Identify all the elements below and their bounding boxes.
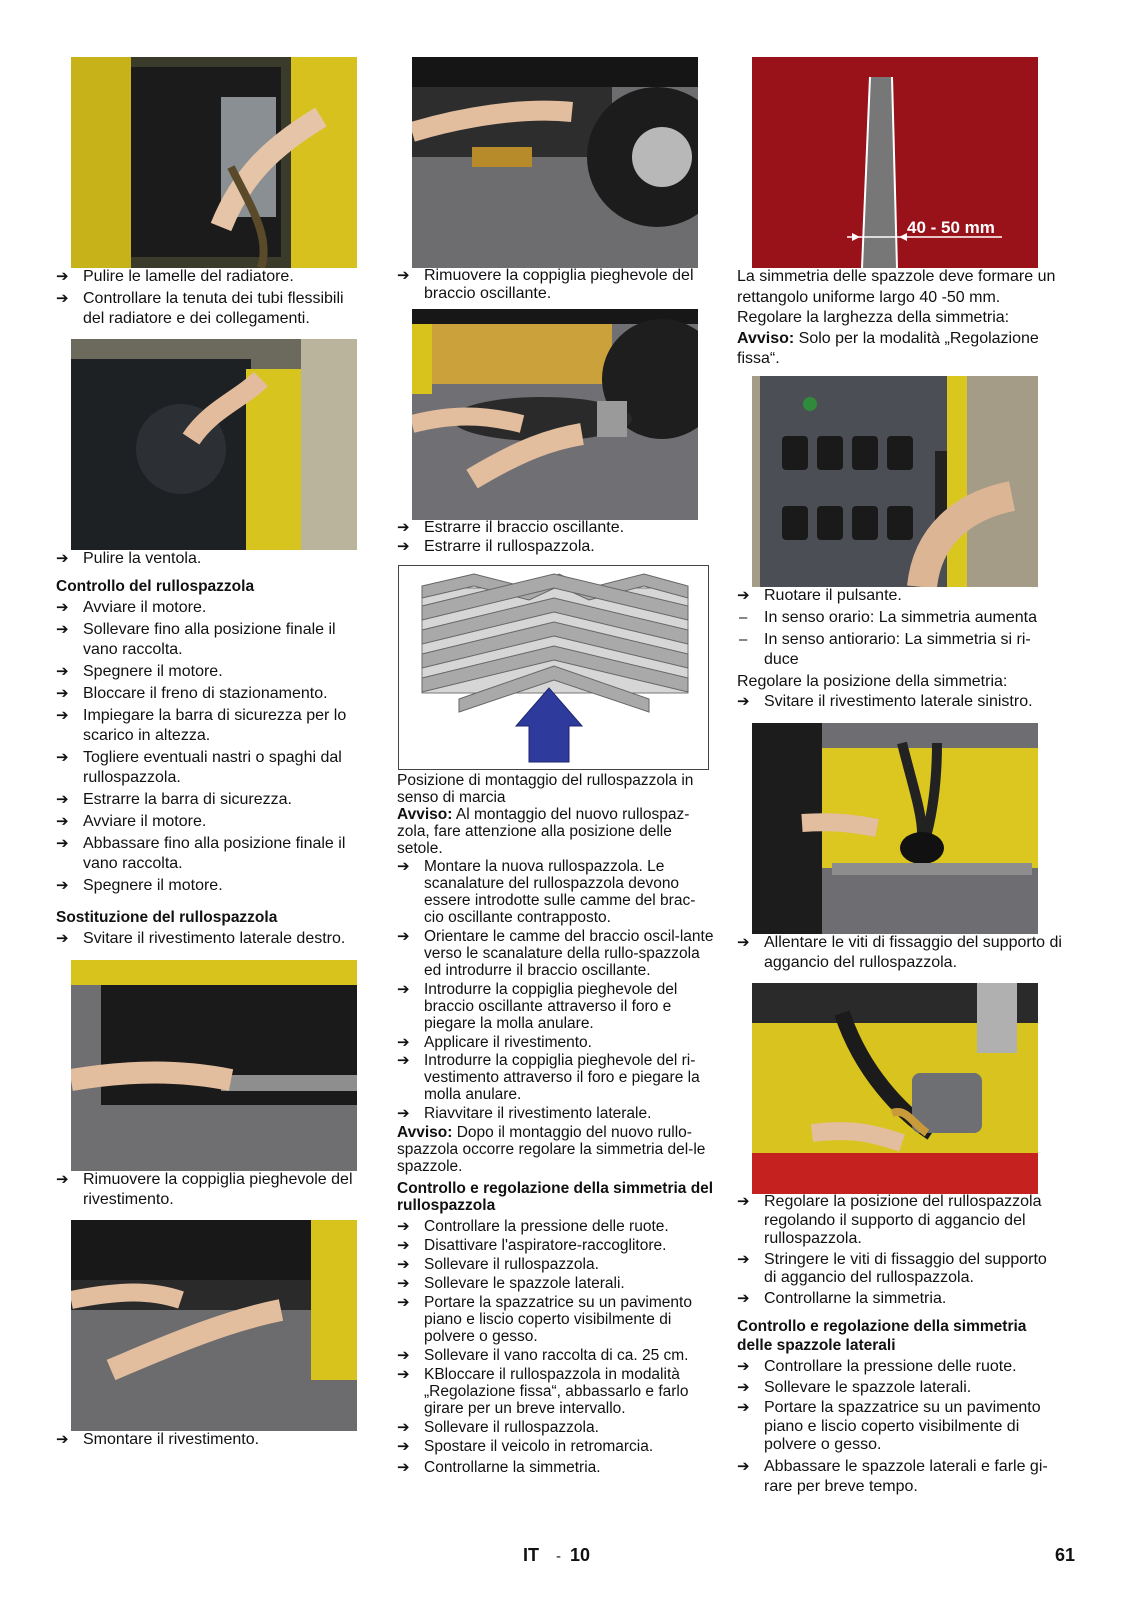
col2-section-mount xyxy=(397,772,715,1476)
note-paragraph: Avviso: Al montaggio del nuovo rullospaz-zola, fare attenzione alla posizione delle setole. xyxy=(397,806,690,857)
arrow-right-icon: ➔ xyxy=(397,1294,410,1311)
list-item: ➔ Estrarre il rullospazzola. xyxy=(397,538,595,555)
list-item: ➔ Portare la spazzatrice su un pavimento piano e liscio coperto visibilmente di polvere o gesso. xyxy=(737,1399,1041,1453)
arrow-right-icon: ➔ xyxy=(397,1347,410,1364)
photo-side-cover-pin xyxy=(71,960,357,1171)
arrow-right-icon: ➔ xyxy=(56,599,69,616)
arrow-right-icon: ➔ xyxy=(397,858,410,875)
list-item: ➔ Sollevare il vano raccolta di ca. 25 cm. xyxy=(397,1347,689,1364)
arrow-right-icon: ➔ xyxy=(56,930,69,947)
list-item: ➔ Introdurre la coppiglia pieghevole del braccio oscillante attraverso il foro e piegare la molla anulare. xyxy=(397,981,678,1032)
list-item: ➔ Sollevare le spazzole laterali. xyxy=(397,1275,625,1292)
list-item: ➔ Controllarne la simmetria. xyxy=(397,1459,601,1476)
col3-rotate xyxy=(737,586,1062,712)
arrow-right-icon: ➔ xyxy=(56,621,69,638)
arrow-right-icon: ➔ xyxy=(56,707,69,724)
arrow-right-icon: ➔ xyxy=(397,1419,410,1436)
arrow-right-icon: ➔ xyxy=(397,538,410,555)
list-item: ➔ Stringere le viti di fissaggio del supporto di aggancio del rullospazzola. xyxy=(737,1250,1047,1286)
list-item: ➔ Sollevare fino alla posizione finale il vano raccolta. xyxy=(56,621,336,658)
col1-section-replace xyxy=(56,908,366,949)
list-item: ➔ Pulire le lamelle del radiatore. xyxy=(56,268,294,285)
measurement-label: 40 - 50 mm xyxy=(907,218,995,237)
arrow-right-icon: ➔ xyxy=(737,1193,750,1210)
list-item: ➔ Estrarre la barra di sicurezza. xyxy=(56,791,292,808)
list-item: ➔ Rimuovere la coppiglia pieghevole del rivestimento. xyxy=(56,1171,353,1208)
footer-language xyxy=(523,1545,590,1566)
page-number: 61 xyxy=(1055,1545,1076,1565)
arrow-right-icon: ➔ xyxy=(397,1438,410,1455)
list-item: ➔ Svitare il rivestimento laterale destro. xyxy=(56,930,346,947)
arrow-right-icon: ➔ xyxy=(397,928,410,945)
list-item: ➔ Regolare la posizione del rullospazzola regolando il supporto di aggancio del rullospazzola. xyxy=(737,1193,1042,1247)
list-item: ➔ Riavvitare il rivestimento laterale. xyxy=(397,1105,652,1122)
photo-remove-cover xyxy=(71,1220,357,1431)
arrow-right-icon: ➔ xyxy=(397,1275,410,1292)
list-item: ➔ Abbassare fino alla posizione finale il vano raccolta. xyxy=(56,835,346,872)
list-item: ➔ Ruotare il pulsante. xyxy=(737,587,902,604)
arrow-right-icon: ➔ xyxy=(737,1378,750,1396)
arrow-right-icon: ➔ xyxy=(737,693,750,710)
list-item: ➔ Controllare la pressione delle ruote. xyxy=(737,1358,1017,1375)
list-item: ➔ Smontare il rivestimento. xyxy=(56,1431,260,1448)
arrow-right-icon: ➔ xyxy=(397,1052,410,1069)
arrow-right-icon: ➔ xyxy=(397,1218,410,1235)
paragraph: Regolare la posizione della simmetria: xyxy=(737,673,1008,690)
list-item: ➔ Svitare il rivestimento laterale sinistro. xyxy=(737,693,1033,710)
photo-swing-arm-pin xyxy=(412,57,698,268)
list-item: ➔ Orientare le camme del braccio oscil-lante verso le scanalature della rullo-spazzola ed introdurre il braccio oscillante. xyxy=(397,928,714,979)
arrow-right-icon: ➔ xyxy=(56,1431,69,1448)
col3-intro xyxy=(737,267,1062,370)
col2-list-1 xyxy=(397,267,713,303)
list-item: ➔ Controllare la tenuta dei tubi flessibili del radiatore e dei collegamenti. xyxy=(56,290,344,327)
list-item: ➔ Allentare le viti di fissaggio del supporto di aggancio del rullospazzola. xyxy=(737,934,1062,971)
section-page-number: 10 xyxy=(570,1545,591,1565)
arrow-right-icon: ➔ xyxy=(56,685,69,702)
dash-item: – In senso antiorario: La simmetria si ri-duce xyxy=(739,631,1031,668)
arrow-right-icon: ➔ xyxy=(737,1250,750,1268)
list-item: ➔ Portare la spazzatrice su un pavimento piano e liscio coperto visibilmente di polvere o gesso. xyxy=(397,1294,692,1345)
note-paragraph: Avviso: Solo per la modalità „Regolazione fissa“. xyxy=(737,329,1039,367)
photo-radiator-cleaning xyxy=(71,57,357,268)
list-item: ➔ Controllare la pressione delle ruote. xyxy=(397,1218,669,1235)
list-item: ➔ Impiegare la barra di sicurezza per lo scarico in altezza. xyxy=(56,707,347,744)
list-item: ➔ Pulire la ventola. xyxy=(56,550,202,567)
footer-separator: - xyxy=(556,1548,562,1565)
list-item: ➔ Avviare il motore. xyxy=(56,599,207,616)
photo-left-side-panel xyxy=(752,723,1038,934)
col1-list-5 xyxy=(56,1170,366,1210)
list-item: ➔ Abbassare le spazzole laterali e farle gi-rare per breve tempo. xyxy=(737,1457,1048,1495)
list-item: ➔ Sollevare il rullospazzola. xyxy=(397,1256,599,1273)
note-paragraph: Avviso: Dopo il montaggio del nuovo rullo-spazzola occorre regolare la simmetria del-le spazzole. xyxy=(397,1124,706,1175)
arrow-right-icon: ➔ xyxy=(56,835,69,852)
paragraph: Regolare la larghezza della simmetria: xyxy=(737,309,1010,326)
list-item: ➔ Avviare il motore. xyxy=(56,813,207,830)
heading-check-main-brush: Controllo del rullospazzola xyxy=(56,578,255,595)
dash-item: – In senso orario: La simmetria aumenta xyxy=(739,609,1038,626)
arrow-right-icon: ➔ xyxy=(56,791,69,808)
arrow-right-icon: ➔ xyxy=(397,1459,410,1476)
heading-replace-main-brush: Sostituzione del rullospazzola xyxy=(56,909,278,926)
diagram-caption: Posizione di montaggio del rullospazzola in senso di marcia xyxy=(397,772,694,806)
brush-orientation-diagram xyxy=(398,565,709,770)
list-item: ➔ Sollevare il rullospazzola. xyxy=(397,1419,599,1436)
arrow-right-icon: ➔ xyxy=(56,663,69,680)
photo-extract-brush xyxy=(412,309,698,520)
arrow-right-icon: ➔ xyxy=(56,268,69,285)
list-item: ➔ Bloccare il freno di stazionamento. xyxy=(56,685,328,702)
photo-engine-fan xyxy=(71,339,357,550)
list-item: ➔ KBloccare il rullospazzola in modalità „Regolazione fissa“, abbassarlo e farlo girare per un breve intervallo. xyxy=(397,1366,689,1417)
arrow-right-icon: ➔ xyxy=(737,1399,750,1416)
arrow-right-icon: ➔ xyxy=(56,550,69,567)
arrow-right-icon: ➔ xyxy=(737,587,750,604)
list-item: ➔ Estrarre il braccio oscillante. xyxy=(397,519,625,536)
heading-main-brush-symmetry: Controllo e regolazione della simmetria del rullospazzola xyxy=(397,1180,714,1214)
arrow-right-icon: ➔ xyxy=(737,1289,750,1307)
arrow-right-icon: ➔ xyxy=(737,1457,750,1475)
arrow-right-icon: ➔ xyxy=(397,519,410,536)
arrow-right-icon: ➔ xyxy=(56,290,69,307)
list-item: ➔ Rimuovere la coppiglia pieghevole del braccio oscillante. xyxy=(397,267,694,302)
arrow-right-icon: ➔ xyxy=(56,877,69,894)
arrow-right-icon: ➔ xyxy=(397,1366,410,1383)
photo-control-panel xyxy=(752,376,1038,587)
list-item: ➔ Spostare il veicolo in retromarcia. xyxy=(397,1438,654,1455)
col2-list-2 xyxy=(397,519,713,556)
list-item: ➔ Introdurre la coppiglia pieghevole del ri-vestimento attraverso il foro e piegare la molla anulare. xyxy=(397,1052,700,1103)
list-item: ➔ Controllarne la simmetria. xyxy=(737,1289,947,1307)
arrow-right-icon: ➔ xyxy=(397,1105,410,1122)
arrow-right-icon: ➔ xyxy=(56,749,69,766)
col3-adjust xyxy=(737,1193,1062,1497)
arrow-right-icon: ➔ xyxy=(56,813,69,830)
arrow-right-icon: ➔ xyxy=(397,267,410,284)
col3-loosen xyxy=(737,933,1062,973)
col1-list-2 xyxy=(56,549,362,569)
list-item: ➔ Disattivare l'aspiratore-raccoglitore. xyxy=(397,1237,667,1254)
photo-sweep-pattern xyxy=(752,57,1038,268)
arrow-right-icon: ➔ xyxy=(397,1237,410,1254)
arrow-right-icon: ➔ xyxy=(397,1256,410,1273)
col1-list-1 xyxy=(56,267,362,329)
paragraph: La simmetria delle spazzole deve formare un rettangolo uniforme largo 40 -50 mm. xyxy=(737,268,1056,306)
arrow-right-icon: ➔ xyxy=(397,1034,410,1051)
arrow-right-icon: ➔ xyxy=(56,1171,69,1188)
list-item: ➔ Spegnere il motore. xyxy=(56,877,223,894)
list-item: ➔ Sollevare le spazzole laterali. xyxy=(737,1378,972,1396)
col1-section-check xyxy=(56,577,366,896)
photo-brush-bracket xyxy=(752,983,1038,1194)
list-item: ➔ Applicare il rivestimento. xyxy=(397,1034,592,1051)
arrow-right-icon: ➔ xyxy=(397,981,410,998)
list-item: ➔ Togliere eventuali nastri o spaghi dal rullospazzola. xyxy=(56,749,342,786)
heading-side-brush-symmetry: Controllo e regolazione della simmetria delle spazzole laterali xyxy=(737,1318,1027,1354)
list-item: ➔ Montare la nuova rullospazzola. Le scanalature del rullospazzola devono essere introdotte sulle camme del brac-cio oscillante contrapposto. xyxy=(397,858,696,926)
col1-list-6 xyxy=(56,1430,366,1450)
arrow-right-icon: ➔ xyxy=(737,934,750,951)
list-item: ➔ Spegnere il motore. xyxy=(56,663,223,680)
arrow-right-icon: ➔ xyxy=(737,1358,750,1375)
language-code: IT xyxy=(523,1545,539,1565)
